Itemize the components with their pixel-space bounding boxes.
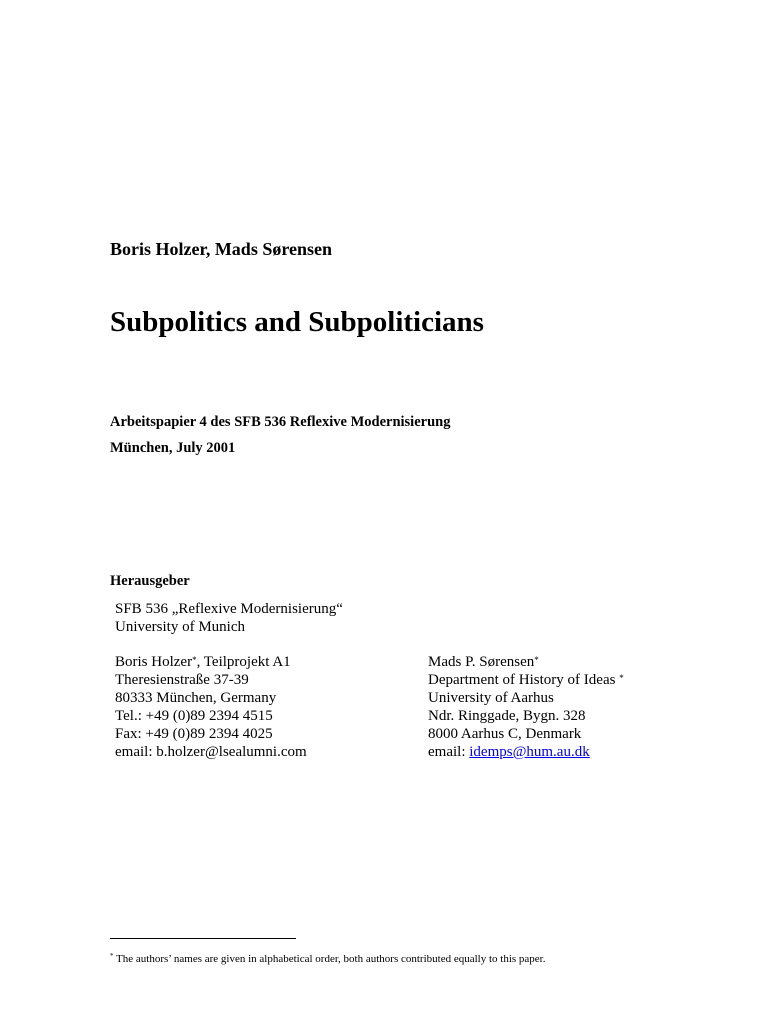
contact-city: 8000 Aarhus C, Denmark [428,726,582,742]
footnote-mark: * [192,655,197,665]
publisher-line: University of Munich [115,619,245,635]
contact-name: Boris Holzer [115,654,193,670]
footnote-text: The authors’ names are given in alphabetical order, both authors contributed equally to this paper. [113,953,546,965]
contact-city: 80333 München, Germany [115,690,277,706]
footnote-mark: * [534,655,539,665]
contact-holzer [115,653,307,761]
contact-dept-line [428,671,624,689]
contact-email-line [428,743,624,761]
contact-email-label: email: [428,744,470,760]
publisher-heading: Herausgeber [110,573,190,589]
publisher-line: SFB 536 „Reflexive Modernisierung“ [115,601,343,617]
footnote [110,953,546,965]
contact-email: email: b.holzer@lsealumni.com [115,744,307,760]
publisher-address [115,600,343,636]
contact-department: Department of History of Ideas [428,672,616,688]
series-info: Arbeitspapier 4 des SFB 536 Reflexive Modernisierung [110,414,451,430]
place-date: München, July 2001 [110,440,236,456]
contact-sorensen [428,653,624,761]
contact-street: Theresienstraße 37-39 [115,672,249,688]
contact-street: Ndr. Ringgade, Bygn. 328 [428,708,586,724]
contact-name-line [428,653,624,671]
contact-name-line [115,653,307,671]
footnote-divider [110,938,296,939]
contact-subproject: , Teilprojekt A1 [196,654,291,670]
footnote-mark: * [619,673,624,683]
email-link[interactable]: idemps@hum.au.dk [469,744,590,760]
contact-fax: Fax: +49 (0)89 2394 4025 [115,726,273,742]
contact-university: University of Aarhus [428,690,554,706]
contact-name: Mads P. Sørensen [428,654,535,670]
author-names: Boris Holzer, Mads Sørensen [110,239,333,259]
footnote-mark: * [110,952,114,960]
paper-title: Subpolitics and Subpoliticians [110,306,484,338]
contact-tel: Tel.: +49 (0)89 2394 4515 [115,708,273,724]
